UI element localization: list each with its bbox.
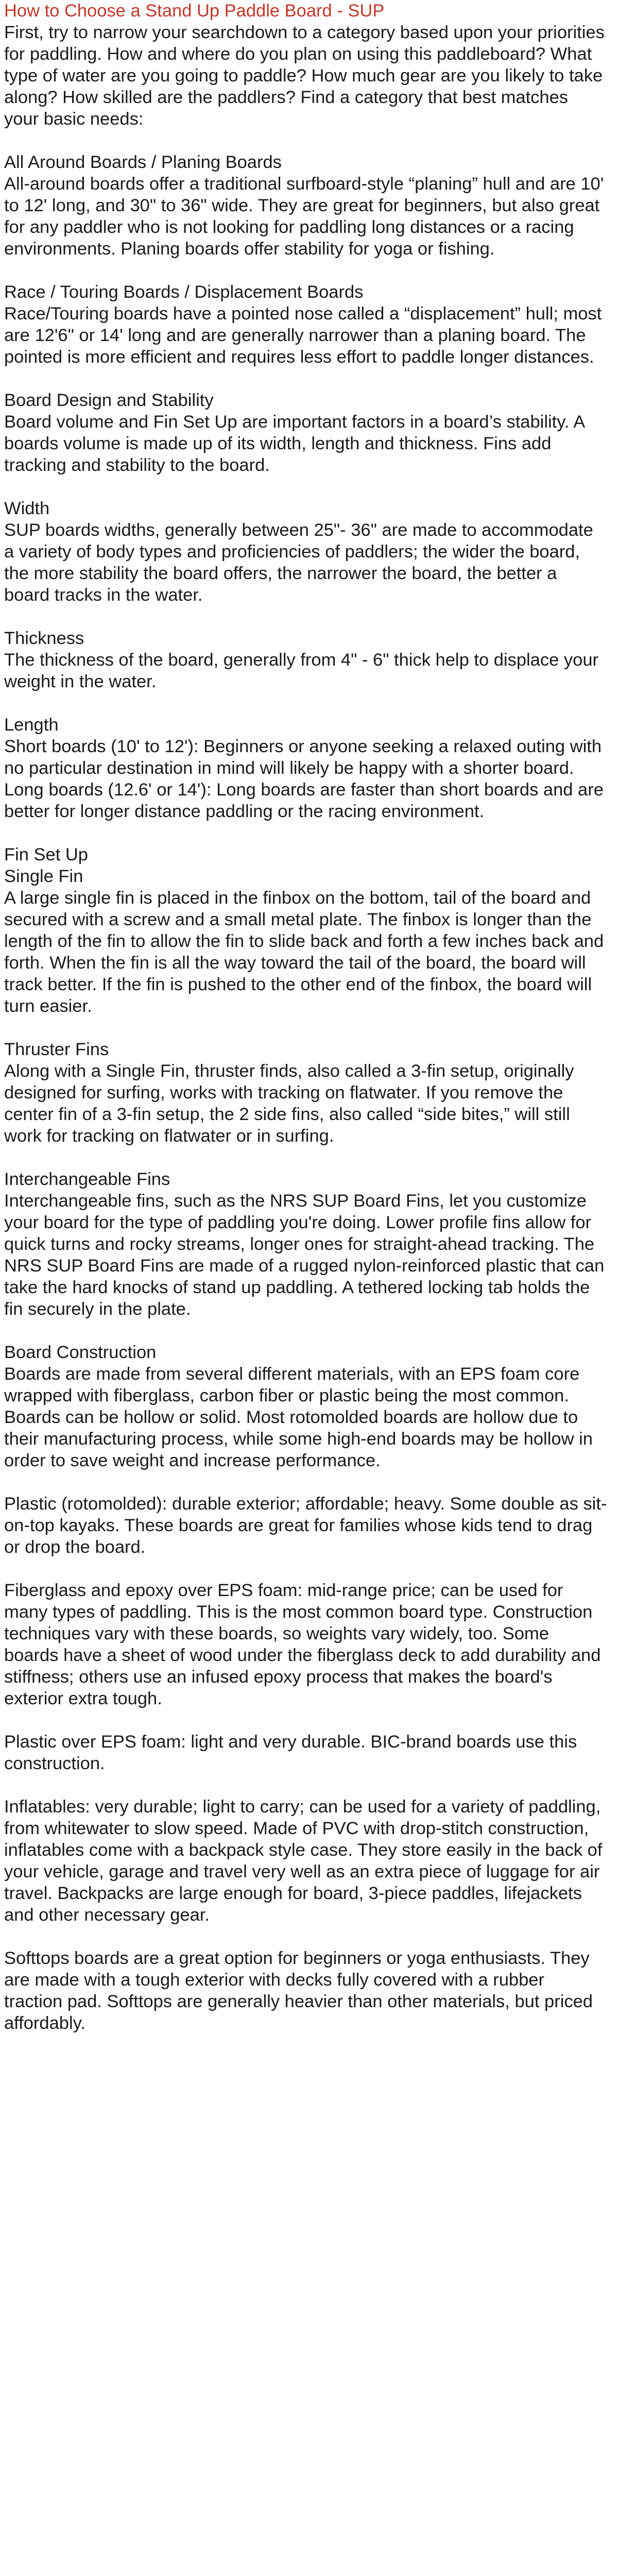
intro-paragraph: First, try to narrow your searchdown to a category based upon your priorities for paddling. How and where do you plan on using this paddleboard? What type of water are you going to paddle? How much gear are you likely to take along? How skilled are the paddlers? Find a category that best matches your basic needs:	[4, 23, 605, 129]
section-text: Short boards (10' to 12'): Beginners or anyone seeking a relaxed outing with no particular destination in mind will likely be happy with a shorter board. Long boards (12.6' or 14'): Long boards are faster than short boards and are better for longer distance paddling or the racing environment.	[4, 737, 604, 821]
section-heading: Interchangeable Fins	[4, 1170, 170, 1189]
section-heading: Length	[4, 715, 59, 735]
section-heading: Fin Set Up	[4, 845, 88, 865]
section-text: All-around boards offer a traditional surfboard-style “planing” hull and are 10' to 12' long, and 30" to 36" wide. They are great for beginners, but also great for any paddler who is not looking for paddling long distances or a racing environments. Planing boards offer stability for yoga or fishing.	[4, 174, 604, 259]
section-text: SUP boards widths, generally between 25"- 36" are made to accommodate a variety of body types and proficiencies of paddlers; the wider the board, the more stability the board offers, the narrower the board, the better a board tracks in the water.	[4, 520, 593, 605]
section-interchangeable-fins	[4, 1168, 607, 1320]
section-heading: All Around Boards / Planing Boards	[4, 152, 282, 172]
section-all-around-boards	[4, 151, 607, 260]
section-text: Softtops boards are a great option for beginners or yoga enthusiasts. They are made with a tough exterior with decks fully covered with a rubber traction pad. Softtops are generally heavier than other materials, but priced affordably.	[4, 1948, 593, 2033]
section-plastic-rotomolded	[4, 1493, 607, 1558]
section-fin-set-up	[4, 844, 607, 1017]
page-title: How to Choose a Stand Up Paddle Board - SUP	[4, 1, 385, 21]
section-thickness	[4, 628, 607, 692]
section-heading: Board Construction	[4, 1343, 157, 1362]
section-heading: Width	[4, 499, 50, 518]
section-text: Inflatables: very durable; light to carry; can be used for a variety of paddling, from whitewater to slow speed. Made of PVC with drop-stitch construction, inflatables come with a backpack style case. They store easily in the back of your vehicle, garage and travel very well as an extra piece of luggage for air travel. Backpacks are large enough for board, 3-piece paddles, lifejackets and other necessary gear.	[4, 1797, 603, 1925]
section-text: Board volume and Fin Set Up are important factors in a board’s stability. A boards volume is made up of its width, length and thickness. Fins add tracking and stability to the board.	[4, 412, 585, 475]
section-plastic-over-eps	[4, 1731, 607, 1774]
section-inflatables	[4, 1796, 607, 1926]
section-width	[4, 498, 607, 606]
section-text: Plastic over EPS foam: light and very durable. BIC-brand boards use this construction.	[4, 1732, 577, 1773]
section-text: The thickness of the board, generally from 4" - 6" thick help to displace your weight in the water.	[4, 650, 598, 691]
section-fiberglass-epoxy	[4, 1580, 607, 1709]
section-subheading: Single Fin	[4, 867, 83, 886]
section-text: A large single fin is placed in the finbox on the bottom, tail of the board and secured with a screw and a small metal plate. The finbox is longer than the length of the fin to allow the fin to slide back and forth a few inches back and forth. When the fin is all the way toward the tail of the board, the board will track better. If the fin is pushed to the other end of the finbox, the board will turn easier.	[4, 888, 604, 1016]
section-board-design	[4, 389, 607, 476]
section-text: Plastic (rotomolded): durable exterior; affordable; heavy. Some double as sit-on-top kayaks. These boards are great for families whose kids tend to drag or drop the board.	[4, 1494, 607, 1557]
section-heading: Race / Touring Boards / Displacement Boards	[4, 282, 364, 302]
section-text: Race/Touring boards have a pointed nose called a “displacement” hull; most are 12'6" or 14' long and are generally narrower than a planing board. The pointed is more efficient and requires less effort to paddle longer distances.	[4, 304, 602, 367]
section-race-touring-boards	[4, 281, 607, 368]
section-board-construction	[4, 1342, 607, 1471]
section-text: Boards are made from several different materials, with an EPS foam core wrapped with fiberglass, carbon fiber or plastic being the most common. Boards can be hollow or solid. Most rotomolded boards are hollow due to their manufacturing process, while some high-end boards may be hollow in order to save weight and increase performance.	[4, 1364, 593, 1470]
section-heading: Board Design and Stability	[4, 391, 214, 410]
section-text: Fiberglass and epoxy over EPS foam: mid-range price; can be used for many types of paddling. This is the most common board type. Construction techniques vary with these boards, so weights vary widely, too. Some boards have a sheet of wood under the fiberglass deck to add durability and stiffness; others use an infused epoxy process that makes the board's exterior extra tough.	[4, 1581, 601, 1708]
section-heading: Thruster Fins	[4, 1040, 109, 1059]
section-thruster-fins	[4, 1039, 607, 1147]
section-softtops	[4, 1947, 607, 2034]
section-heading: Thickness	[4, 629, 84, 648]
section-length	[4, 714, 607, 822]
section-text: Along with a Single Fin, thruster finds, also called a 3-fin setup, originally designed for surfing, works with tracking on flatwater. If you remove the center fin of a 3-fin setup, the 2 side fins, also called “side bites,” will still work for tracking on flatwater or in surfing.	[4, 1061, 574, 1146]
section-text: Interchangeable fins, such as the NRS SUP Board Fins, let you customize your board for the type of paddling you're doing. Lower profile fins allow for quick turns and rocky streams, longer ones for straight-ahead tracking. The NRS SUP Board Fins are made of a rugged nylon-reinforced plastic that can take the hard knocks of stand up paddling. A tethered locking tab holds the fin securely in the plate.	[4, 1191, 605, 1319]
